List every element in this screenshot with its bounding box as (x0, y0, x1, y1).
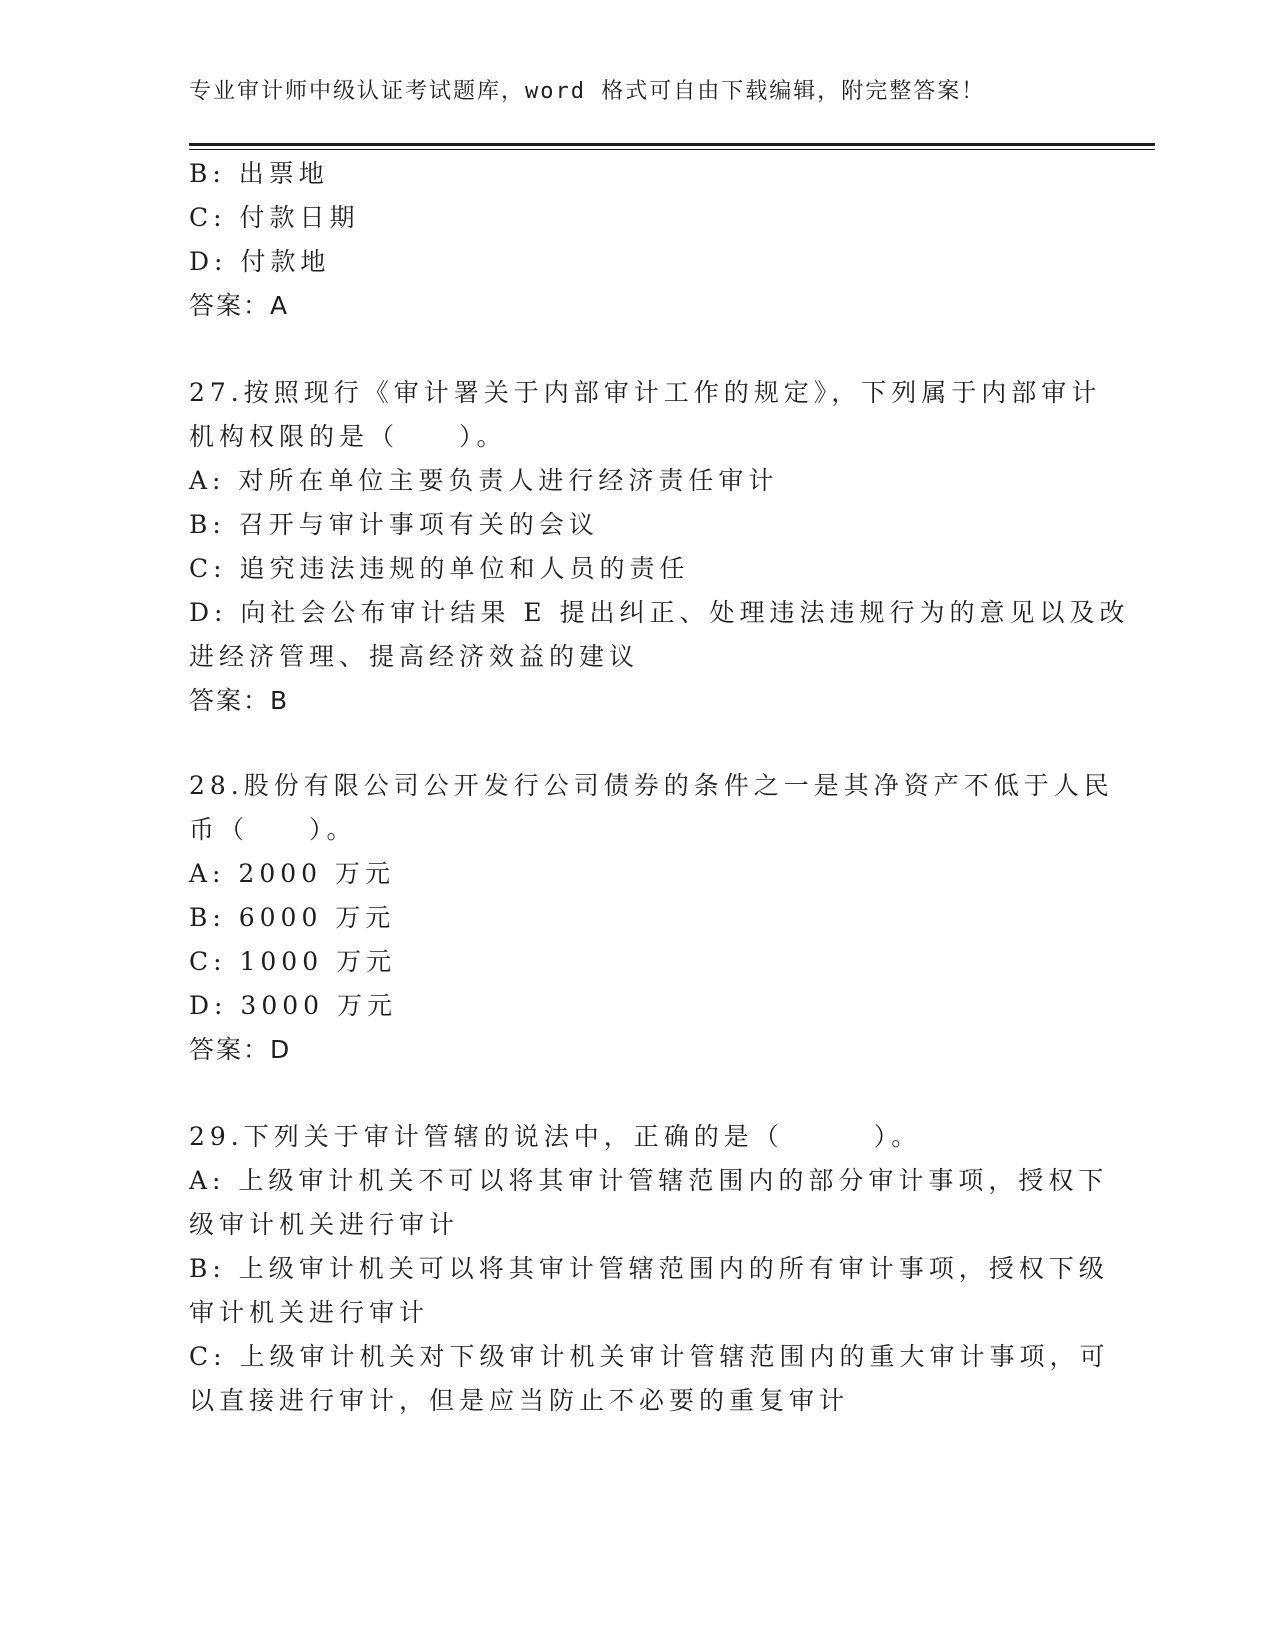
option-line: D: 付款地 (189, 247, 331, 276)
option-line: A: 2000 万元 (189, 859, 395, 888)
question-line: 币（ ）。 (189, 815, 357, 844)
question-line: 29.下列关于审计管辖的说法中，正确的是（ ）。 (189, 1122, 922, 1151)
header-rule-thin (189, 149, 1155, 150)
option-line: 审计机关进行审计 (189, 1298, 430, 1327)
answer-line: 答案：B (189, 686, 290, 715)
option-line: 级审计机关进行审计 (189, 1210, 460, 1239)
option-line: D: 向社会公布审计结果 E 提出纠正、处理违法违规行为的意见以及改 (189, 598, 1130, 627)
option-line: C: 上级审计机关对下级审计机关审计管辖范围内的重大审计事项，可 (189, 1342, 1110, 1371)
option-line: B: 上级审计机关可以将其审计管辖范围内的所有审计事项，授权下级 (189, 1254, 1109, 1283)
option-line: 以直接进行审计，但是应当防止不必要的重复审计 (189, 1386, 850, 1415)
answer-line: 答案：D (189, 1035, 292, 1064)
answer-line: 答案：A (189, 291, 290, 320)
question-line: 28.股份有限公司公开发行公司债券的条件之一是其净资产不低于人民 (189, 771, 1114, 800)
option-line: C: 1000 万元 (189, 947, 397, 976)
option-line: B: 出票地 (189, 159, 329, 188)
option-line: D: 3000 万元 (189, 991, 397, 1020)
option-line: 进经济管理、提高经济效益的建议 (189, 642, 640, 671)
option-line: C: 追究违法违规的单位和人员的责任 (189, 554, 690, 583)
header-text: 专业审计师中级认证考试题库，word 格式可自由下载编辑，附完整答案！ (189, 79, 986, 104)
header-rule-thick (189, 143, 1155, 146)
option-line: C: 付款日期 (189, 203, 360, 232)
question-line: 机构权限的是（ ）。 (189, 422, 507, 451)
option-line: B: 召开与审计事项有关的会议 (189, 510, 599, 539)
question-line: 27.按照现行《审计署关于内部审计工作的规定》，下列属于内部审计 (189, 378, 1102, 407)
option-line: A: 上级审计机关不可以将其审计管辖范围内的部分审计事项，授权下 (189, 1166, 1109, 1195)
option-line: B: 6000 万元 (189, 903, 396, 932)
option-line: A: 对所在单位主要负责人进行经济责任审计 (189, 466, 779, 495)
